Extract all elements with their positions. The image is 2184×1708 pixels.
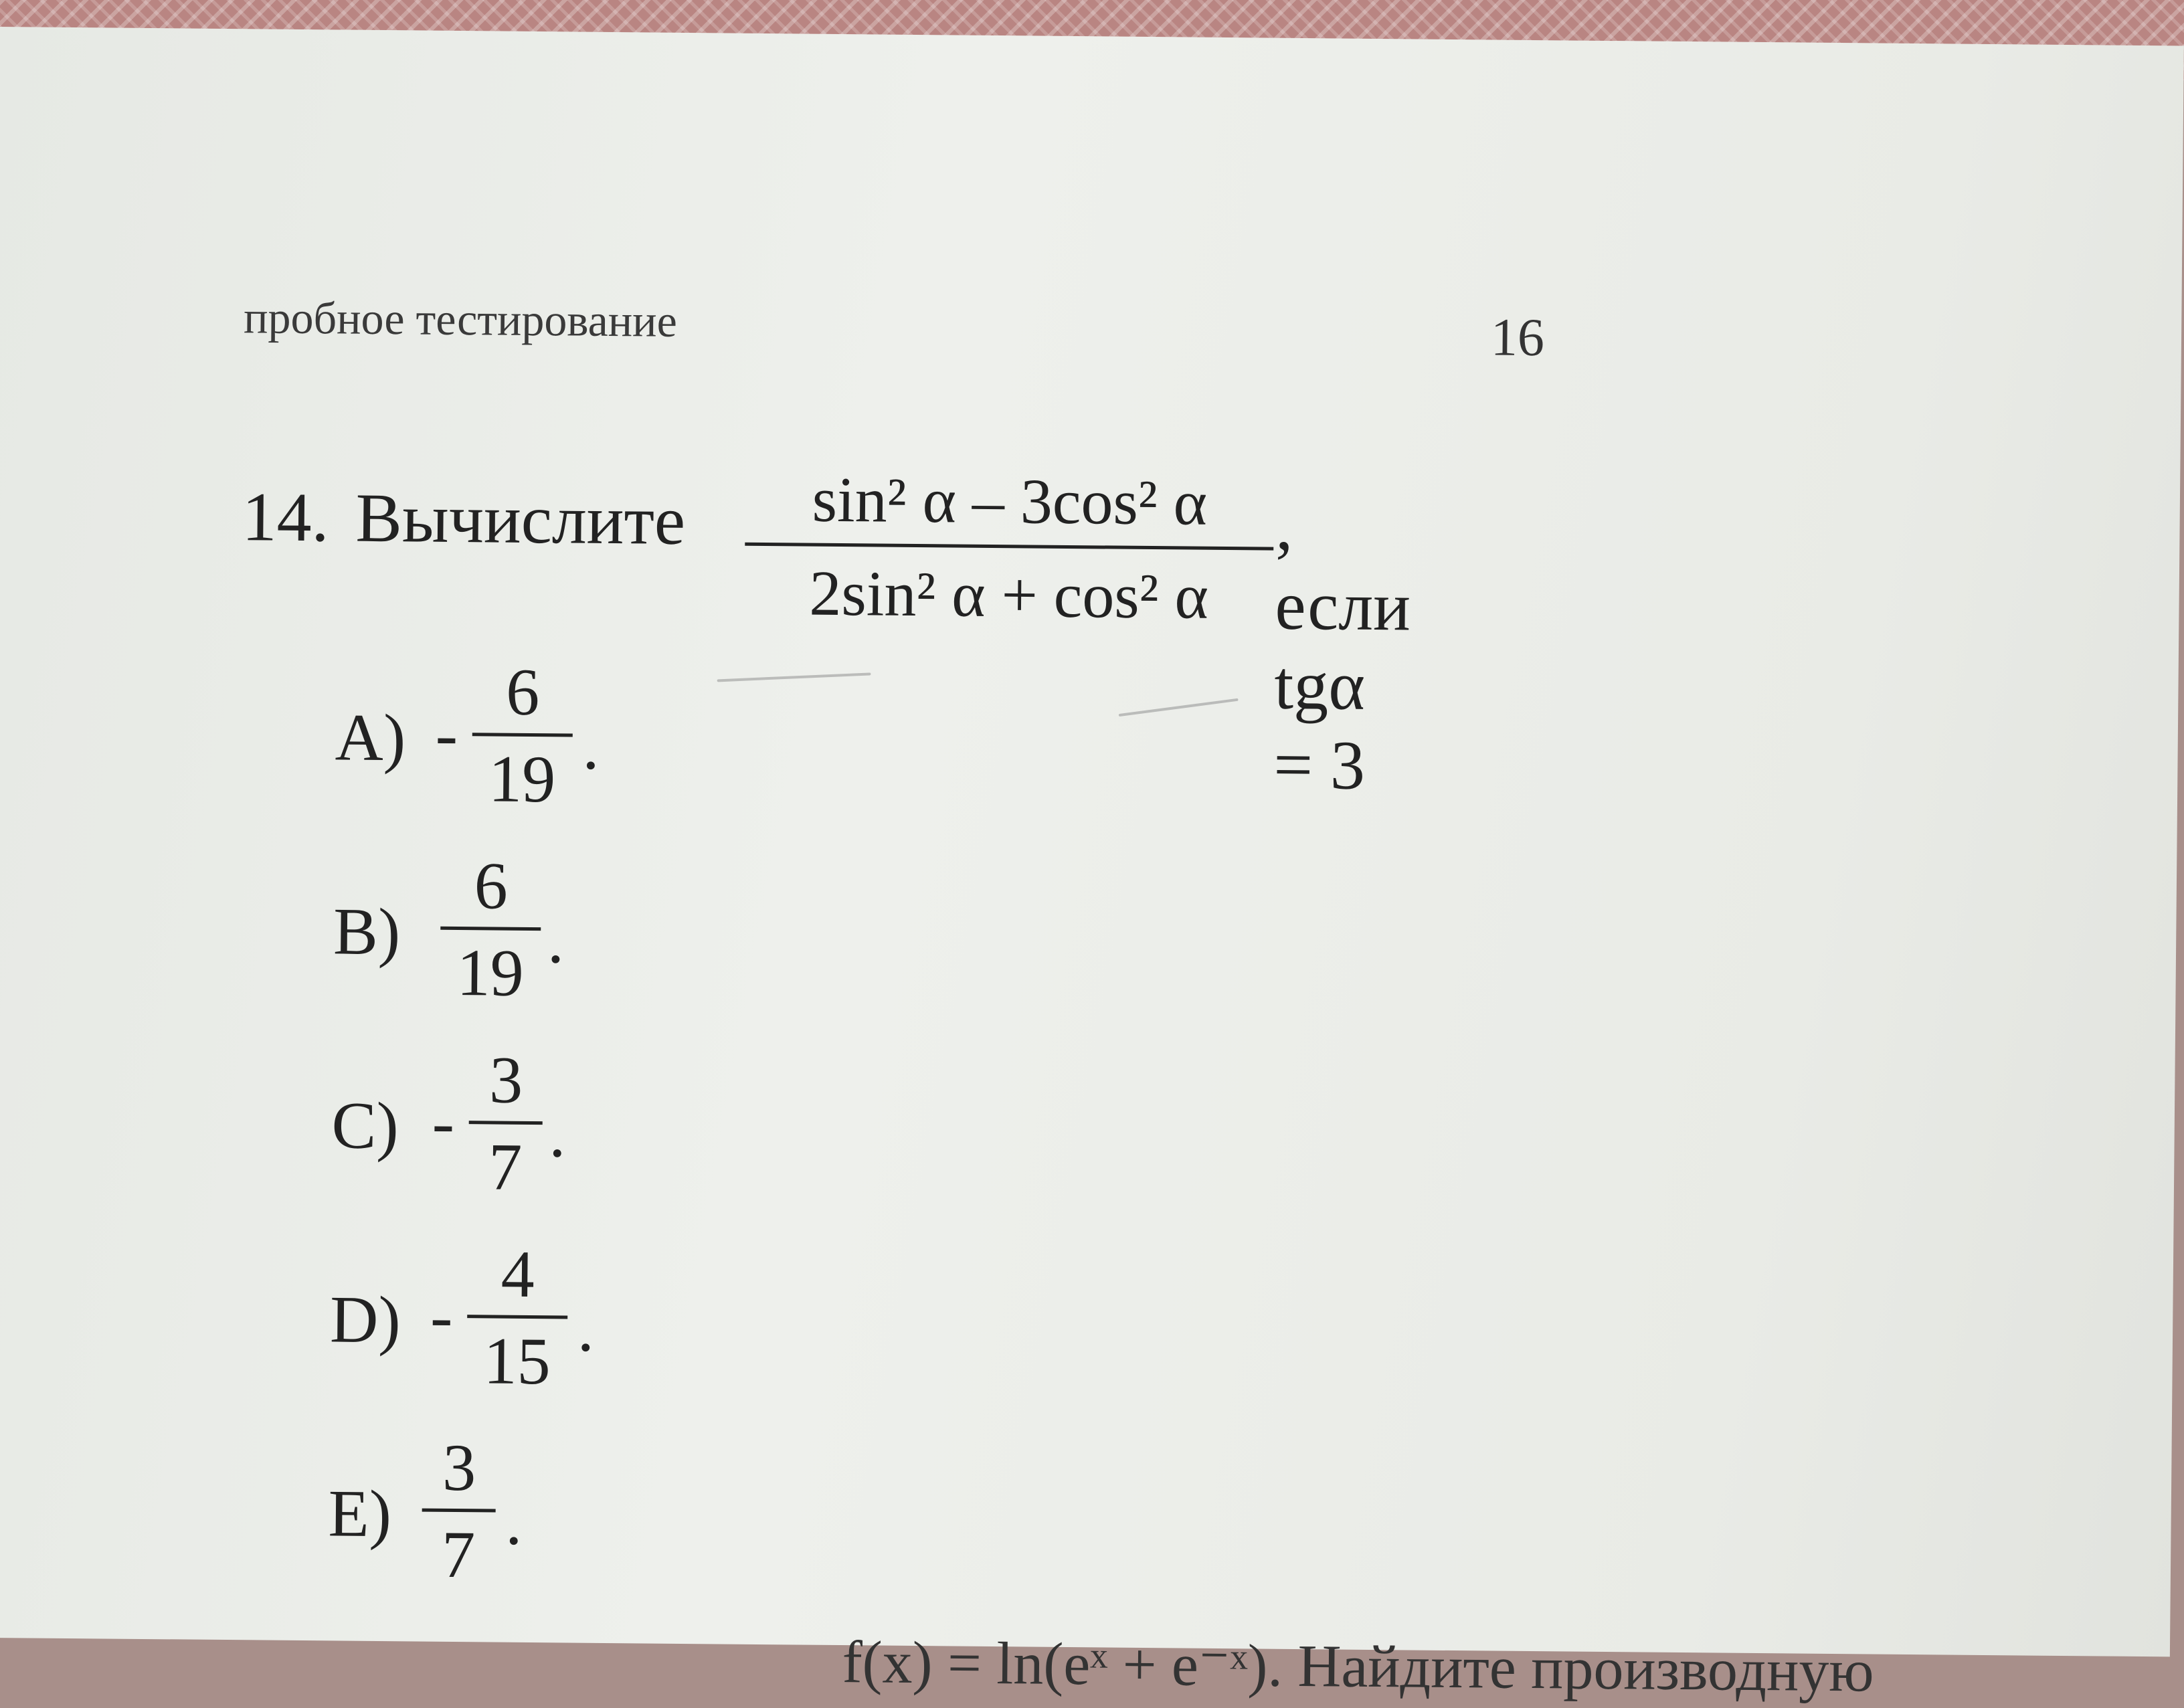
- fraction-denominator: 2sin² α + cos² α: [809, 557, 1209, 632]
- option-fraction: [466, 1235, 568, 1400]
- option-letter: A): [335, 700, 406, 775]
- fraction-numerator: sin² α – 3cos² α: [745, 462, 1274, 551]
- pencil-mark: [1119, 698, 1239, 717]
- option-fraction: [422, 1429, 496, 1594]
- question-condition: , если tgα = 3: [1273, 487, 1411, 804]
- option-numerator: 4: [467, 1235, 568, 1319]
- option-denominator: 7: [441, 1517, 476, 1592]
- option-numerator: 6: [440, 847, 541, 931]
- header-title: пробное тестирование: [243, 292, 678, 347]
- option-denominator: 19: [456, 935, 525, 1010]
- option-end: .: [547, 903, 565, 977]
- option-fraction: [472, 653, 573, 818]
- option-sign: -: [435, 696, 458, 772]
- option-c[interactable]: [331, 1040, 567, 1214]
- page-number: 16: [1490, 308, 1545, 368]
- option-a[interactable]: [335, 652, 600, 826]
- option-letter: C): [331, 1088, 399, 1163]
- option-denominator: 19: [488, 741, 556, 817]
- option-numerator: 3: [469, 1041, 543, 1125]
- option-denominator: 15: [483, 1323, 551, 1399]
- option-fraction: [468, 1041, 543, 1206]
- question-prompt: Вычислите: [355, 479, 686, 559]
- option-b[interactable]: [333, 846, 565, 1020]
- option-e[interactable]: [327, 1428, 523, 1602]
- option-letter: D): [329, 1282, 401, 1357]
- option-end: .: [549, 1097, 567, 1171]
- option-sign: -: [432, 1084, 455, 1159]
- pencil-mark: [717, 672, 871, 682]
- option-sign: -: [430, 1278, 454, 1353]
- option-letter: E): [328, 1476, 392, 1551]
- next-question-fragment: f(x) = ln(eˣ + e⁻ˣ). Найдите производную: [842, 1629, 1875, 1705]
- option-end: .: [582, 708, 600, 783]
- option-denominator: 7: [488, 1129, 523, 1204]
- expression-fraction: [744, 462, 1274, 634]
- option-end: .: [505, 1484, 523, 1559]
- option-numerator: 3: [422, 1429, 496, 1513]
- option-fraction: [440, 847, 541, 1012]
- option-numerator: 6: [472, 653, 573, 737]
- option-d[interactable]: [329, 1234, 595, 1408]
- question-number: 14.: [242, 478, 330, 557]
- option-letter: B): [333, 894, 401, 969]
- paper-sheet: [0, 27, 2184, 1705]
- option-end: .: [577, 1291, 595, 1365]
